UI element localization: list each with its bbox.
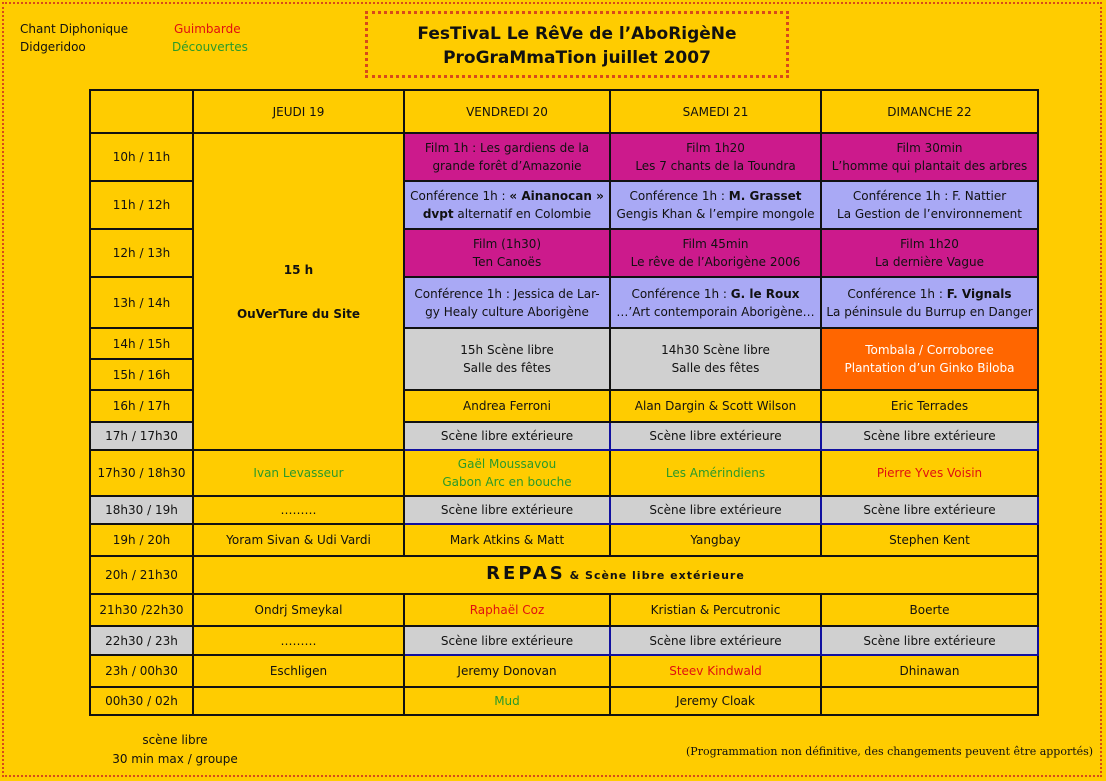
- event-line: …’Art contemporain Aborigène…: [616, 304, 815, 319]
- ouverture-label: OuVerTure du Site: [236, 306, 361, 321]
- event-line: [613, 285, 818, 303]
- header-row: [90, 90, 1038, 133]
- event-line: [407, 187, 607, 205]
- day-header-vendredi: VENDREDI 20: [404, 90, 610, 133]
- time-cell: 11h / 12h: [90, 181, 193, 229]
- time-cell: 18h30 / 19h: [90, 496, 193, 524]
- conference-cell: [821, 181, 1038, 229]
- table-row: [90, 450, 1038, 496]
- ouverture-cell: [193, 133, 404, 450]
- artist-cell: Andrea Ferroni: [404, 390, 610, 422]
- time-cell: 21h30 /22h30: [90, 594, 193, 626]
- scene-exterieure-cell: Scène libre extérieure: [404, 496, 610, 524]
- ouverture-time: 15 h: [283, 262, 314, 277]
- artist-cell: Raphaël Coz: [404, 594, 610, 626]
- event-line: Conférence 1h : F. Nattier: [852, 189, 1007, 203]
- disclaimer: (Programmation non définitive, des changements peuvent être apportés): [686, 745, 1094, 758]
- time-cell: 19h / 20h: [90, 524, 193, 556]
- speaker-name: F. Vignals: [946, 286, 1012, 301]
- scene-libre-cell: [404, 328, 610, 390]
- programme-table: [89, 89, 1039, 716]
- event-line: Gabon Arc en bouche: [442, 475, 572, 489]
- scene-exterieure-cell: Scène libre extérieure: [610, 422, 821, 450]
- event-line: 14h30 Scène libre: [661, 343, 770, 357]
- artist-cell: Ondrj Smeykal: [193, 594, 404, 626]
- time-cell: 10h / 11h: [90, 133, 193, 181]
- repas-cell: [193, 556, 1038, 594]
- artist-cell: Steev Kindwald: [610, 655, 821, 687]
- scene-libre-note-line: 30 min max / groupe: [112, 752, 238, 766]
- scene-libre-note: [100, 731, 250, 769]
- artist-cell: Kristian & Percutronic: [610, 594, 821, 626]
- time-cell: 15h / 16h: [90, 359, 193, 390]
- scene-exterieure-cell: Scène libre extérieure: [821, 626, 1038, 655]
- film-cell: [404, 133, 610, 181]
- film-cell: [404, 229, 610, 277]
- artist-cell: ………: [193, 496, 404, 524]
- scene-exterieure-cell: Scène libre extérieure: [821, 496, 1038, 524]
- event-line: Salle des fêtes: [463, 361, 551, 375]
- programmation-subtitle: ProGraMmaTion juillet 2007: [443, 48, 711, 68]
- scene-exterieure-cell: Scène libre extérieure: [610, 496, 821, 524]
- artist-cell: Alan Dargin & Scott Wilson: [610, 390, 821, 422]
- conference-cell: [404, 277, 610, 328]
- festival-title-box: [365, 11, 789, 78]
- event-line: Film 1h : Les gardiens de la: [424, 141, 590, 155]
- artist-cell: Jeremy Donovan: [404, 655, 610, 687]
- day-header-samedi: SAMEDI 21: [610, 90, 821, 133]
- day-header-jeudi: JEUDI 19: [193, 90, 404, 133]
- event-line: Plantation d’un Ginko Biloba: [844, 361, 1015, 375]
- event-text: Conférence 1h :: [629, 189, 729, 203]
- table-row: [90, 655, 1038, 687]
- event-line: Film 45min: [682, 237, 749, 251]
- table-row: [90, 594, 1038, 626]
- artist-cell: Ivan Levasseur: [193, 450, 404, 496]
- scene-libre-note-line: scène libre: [142, 733, 208, 747]
- legend-guimbarde: Guimbarde: [174, 22, 241, 36]
- event-line: Tombala / Corroboree: [865, 343, 994, 357]
- event-text: alternatif en Colombie: [453, 207, 592, 221]
- repas-label: REPAS: [486, 563, 566, 584]
- corner-cell: [90, 90, 193, 133]
- event-line: 15h Scène libre: [460, 343, 554, 357]
- event-text: Conférence 1h :: [631, 286, 731, 301]
- artist-cell: Jeremy Cloak: [610, 687, 821, 715]
- conference-cell: [610, 277, 821, 328]
- artist-cell: Eschligen: [193, 655, 404, 687]
- scene-exterieure-cell: Scène libre extérieure: [821, 422, 1038, 450]
- event-line: Gaël Moussavou: [457, 457, 557, 471]
- time-cell: 00h30 / 02h: [90, 687, 193, 715]
- artist-cell: Yangbay: [610, 524, 821, 556]
- legend-chant-diphonique: Chant Diphonique: [20, 22, 129, 36]
- time-cell: 20h / 21h30: [90, 556, 193, 594]
- time-cell: 23h / 00h30: [90, 655, 193, 687]
- event-line: L’homme qui plantait des arbres: [831, 159, 1028, 173]
- artist-cell: [193, 687, 404, 715]
- time-cell: 16h / 17h: [90, 390, 193, 422]
- scene-exterieure-cell: Scène libre extérieure: [610, 626, 821, 655]
- event-line: Film 30min: [896, 141, 963, 155]
- artist-cell: Mud: [404, 687, 610, 715]
- table-row: [90, 524, 1038, 556]
- artist-cell: Stephen Kent: [821, 524, 1038, 556]
- event-line: [824, 285, 1035, 303]
- time-cell: 12h / 13h: [90, 229, 193, 277]
- conference-cell: [821, 277, 1038, 328]
- event-line: Le rêve de l’Aborigène 2006: [630, 255, 801, 269]
- event-line: La péninsule du Burrup en Danger: [826, 304, 1033, 319]
- speaker-name: M. Grasset: [728, 189, 802, 203]
- artist-cell: ………: [193, 626, 404, 655]
- artist-cell: [821, 687, 1038, 715]
- event-line: Salle des fêtes: [671, 361, 760, 375]
- time-cell: 13h / 14h: [90, 277, 193, 328]
- speaker-name: G. le Roux: [730, 286, 800, 301]
- event-line: Les 7 chants de la Toundra: [635, 159, 796, 173]
- repas-sub: & Scène libre extérieure: [569, 569, 745, 582]
- event-line: Gengis Khan & l’empire mongole: [616, 207, 815, 221]
- event-text: dvpt: [422, 207, 454, 221]
- film-cell: [610, 229, 821, 277]
- table-row: [90, 687, 1038, 715]
- festival-title: FesTivaL Le RêVe de l’AboRigèNe: [417, 24, 737, 44]
- event-line: Conférence 1h : Jessica de Lar-: [414, 286, 600, 301]
- day-header-dimanche: DIMANCHE 22: [821, 90, 1038, 133]
- event-line: gy Healy culture Aborigène: [425, 304, 589, 319]
- event-line: [407, 205, 607, 223]
- table-row: [90, 626, 1038, 655]
- event-line: Ten Canoës: [472, 255, 542, 269]
- event-line: Film 1h20: [900, 237, 959, 251]
- artist-cell: Yoram Sivan & Udi Vardi: [193, 524, 404, 556]
- film-cell: [821, 133, 1038, 181]
- scene-exterieure-cell: Scène libre extérieure: [404, 626, 610, 655]
- event-line: Film 1h20: [686, 141, 745, 155]
- time-cell: 17h30 / 18h30: [90, 450, 193, 496]
- conference-cell: [404, 181, 610, 229]
- film-cell: [610, 133, 821, 181]
- table-row: [90, 496, 1038, 524]
- scene-exterieure-cell: Scène libre extérieure: [404, 422, 610, 450]
- scene-libre-cell: [610, 328, 821, 390]
- film-cell: [821, 229, 1038, 277]
- artist-cell: Boerte: [821, 594, 1038, 626]
- event-line: [613, 187, 818, 205]
- artist-cell: Eric Terrades: [821, 390, 1038, 422]
- legend-didgeridoo: Didgeridoo: [20, 40, 86, 54]
- table-row: [90, 133, 1038, 181]
- event-line: grande forêt d’Amazonie: [432, 159, 582, 173]
- artist-cell: [404, 450, 610, 496]
- event-line: La dernière Vague: [874, 255, 984, 269]
- artist-cell: Pierre Yves Voisin: [821, 450, 1038, 496]
- event-text: Conférence 1h :: [410, 189, 510, 203]
- event-line: La Gestion de l’environnement: [837, 207, 1022, 221]
- artist-cell: Mark Atkins & Matt: [404, 524, 610, 556]
- time-cell: 22h30 / 23h: [90, 626, 193, 655]
- artist-cell: Dhinawan: [821, 655, 1038, 687]
- event-line: Film (1h30): [472, 237, 542, 251]
- event-text: Conférence 1h :: [847, 286, 947, 301]
- artist-cell: Les Amérindiens: [610, 450, 821, 496]
- time-cell: 14h / 15h: [90, 328, 193, 359]
- table-row: [90, 556, 1038, 594]
- legend-decouvertes: Découvertes: [172, 40, 248, 54]
- time-cell: 17h / 17h30: [90, 422, 193, 450]
- speaker-name: « Ainanocan »: [509, 189, 604, 203]
- conference-cell: [610, 181, 821, 229]
- tombala-cell: [821, 328, 1038, 390]
